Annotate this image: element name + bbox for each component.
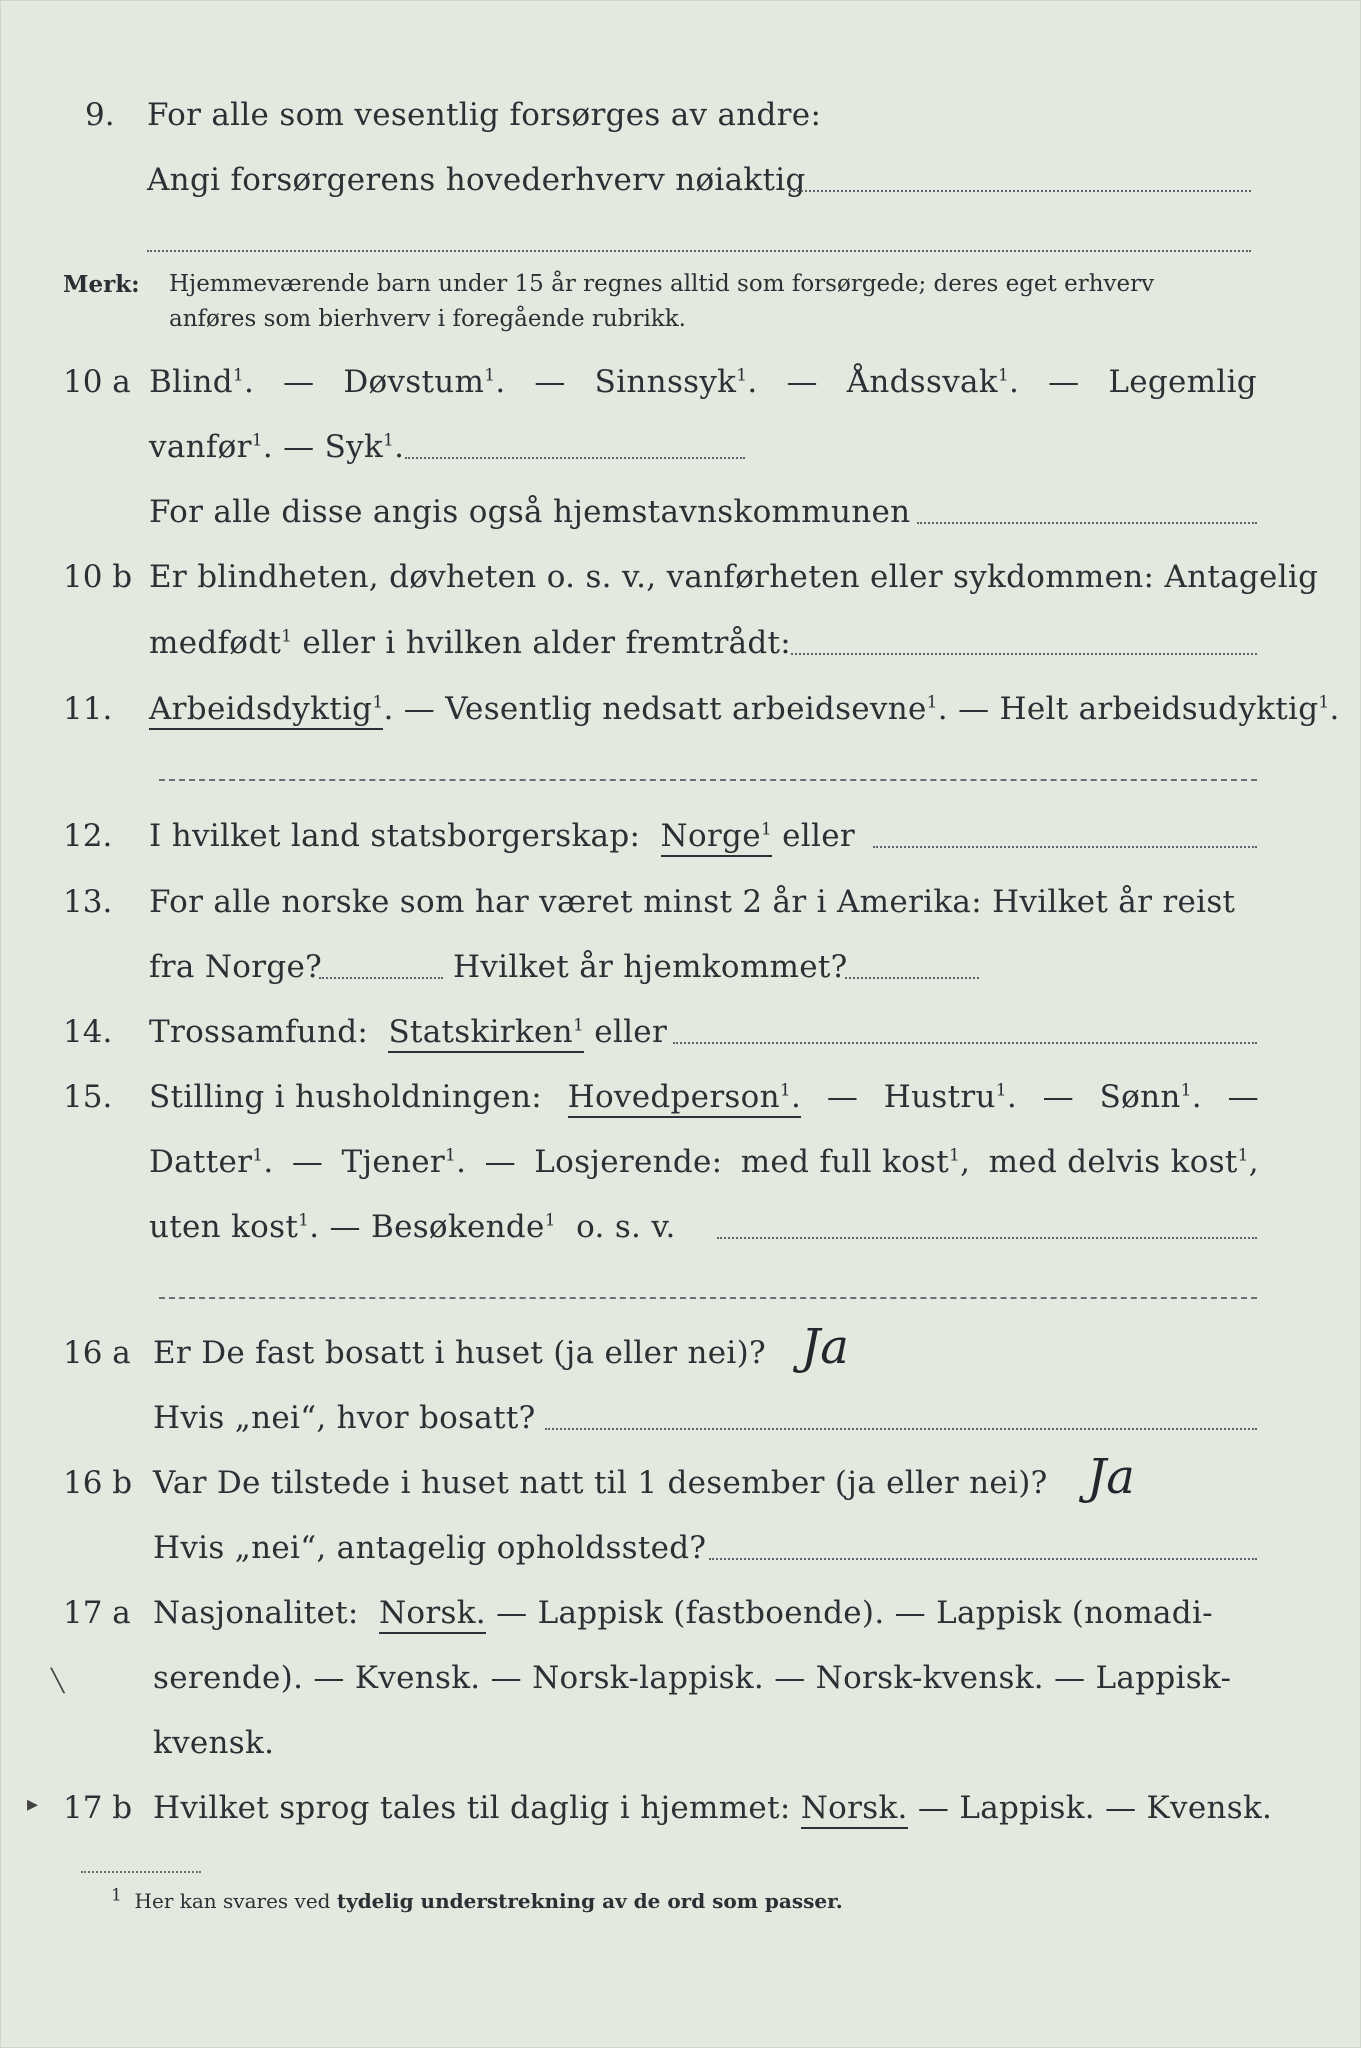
q16a-number: 16 a: [63, 1335, 131, 1371]
q15-opt-datter[interactable]: Datter$^1$.: [149, 1144, 274, 1180]
q10a-line1: Blind$^1$. — Døvstum$^1$. — Sinnssyk$^1$. — Åndssvak$^1$. — Legemlig: [149, 364, 1257, 400]
q15-opt-besokende[interactable]: Besøkende$^1$: [371, 1209, 556, 1245]
q11-opt-nedsatt[interactable]: Vesentlig nedsatt arbeidsevne$^1$: [445, 691, 938, 727]
q17b-line: Hvilket sprog tales til daglig i hjemmet: Norsk. — Lappisk. — Kvensk.: [153, 1790, 1272, 1826]
q10b-answer-line[interactable]: [791, 653, 1257, 655]
q9-number: 9.: [85, 97, 115, 133]
q9-answer-line[interactable]: [789, 190, 1251, 192]
q14-answer-line[interactable]: [673, 1042, 1257, 1044]
q15-opt-tjener[interactable]: Tjener$^1$.: [341, 1144, 467, 1180]
q16b-handwritten-answer[interactable]: Ja: [1087, 1449, 1135, 1505]
footnote-rule: [81, 1871, 201, 1873]
q12-opt-norge[interactable]: Norge$^1$: [661, 818, 772, 857]
q10b-line1: Er blindheten, døvheten o. s. v., vanførheten eller sykdommen: Antagelig: [149, 559, 1319, 595]
q13-line1: For alle norske som har været minst 2 år i Amerika: Hvilket år reist: [149, 884, 1236, 920]
q15-opt-hovedperson[interactable]: Hovedperson$^1$.: [568, 1079, 802, 1118]
q16b-line1: Var De tilstede i huset natt til 1 desember (ja eller nei)?: [153, 1465, 1048, 1501]
q13-reist-line[interactable]: [319, 977, 443, 979]
q12-line: I hvilket land statsborgerskap: Norge$^1$ eller: [149, 818, 855, 854]
q17a-line1: Nasjonalitet: Norsk. — Lappisk (fastboende). — Lappisk (nomadi-: [153, 1595, 1213, 1631]
q9-line1: For alle som vesentlig forsørges av andre:: [147, 97, 822, 133]
q17a-line2: serende). — Kvensk. — Norsk-lappisk. — Norsk-kvensk. — Lappisk-: [153, 1660, 1232, 1696]
q11-opt-udyktig[interactable]: Helt arbeidsudyktig$^1$: [999, 691, 1330, 727]
q17b-number: 17 b: [63, 1790, 133, 1826]
q10a-opt-sinnssyk[interactable]: Sinnssyk$^1$.: [594, 364, 758, 400]
q15-line2: Datter$^1$. — Tjener$^1$. — Losjerende: med full kost$^1$, med delvis kost$^1$,: [149, 1144, 1259, 1180]
q10a-opt-vanfor[interactable]: vanfør$^1$.: [149, 429, 273, 465]
q14-number: 14.: [63, 1014, 113, 1050]
q9-line2: Angi forsørgerens hovederhverv nøiaktig: [147, 162, 806, 198]
q12-number: 12.: [63, 818, 113, 854]
q10a-opt-andssvak[interactable]: Åndssvak$^1$.: [846, 364, 1020, 400]
q9-answer-line-2[interactable]: [147, 250, 1251, 252]
q16b-line2: Hvis „nei“, antagelig opholdssted?: [153, 1530, 707, 1566]
q16a-handwritten-answer[interactable]: Ja: [801, 1319, 849, 1375]
footnote: $^1$ Her kan svares ved tydelig understrekning av de ord som passer.: [111, 1885, 843, 1913]
q10b-opt-medfodt[interactable]: medfødt$^1$: [149, 625, 293, 661]
q16a-line1: Er De fast bosatt i huset (ja eller nei)?: [153, 1335, 766, 1371]
q16a-line2: Hvis „nei“, hvor bosatt?: [153, 1400, 536, 1436]
q15-opt-delvis-kost[interactable]: med delvis kost$^1$,: [988, 1144, 1259, 1180]
q15-opt-uten-kost[interactable]: uten kost$^1$.: [149, 1209, 320, 1245]
merk-label: Merk:: [63, 271, 140, 298]
q10a-line2: vanfør$^1$. — Syk$^1$.: [149, 429, 405, 465]
q11-number: 11.: [63, 691, 113, 727]
q10a-line3: For alle disse angis også hjemstavnskommunen: [149, 494, 911, 530]
q16a-bosatt-line[interactable]: [545, 1428, 1257, 1430]
q12-answer-line[interactable]: [873, 846, 1257, 848]
q17a-number: 17 a: [63, 1595, 131, 1631]
q11-separator-line: [159, 779, 1257, 781]
merk-line2: anføres som bierhverv i foregående rubrikk.: [169, 306, 686, 332]
q15-opt-sonn[interactable]: Sønn$^1$.: [1099, 1079, 1202, 1115]
q13-fra-norge: fra Norge?: [149, 949, 323, 985]
q17a-line3: kvensk.: [153, 1725, 275, 1761]
q10b-line2: medfødt$^1$ eller i hvilken alder fremtrådt:: [149, 625, 792, 661]
q14-line: Trossamfund: Statskirken$^1$ eller: [149, 1014, 667, 1050]
q16b-opholdssted-line[interactable]: [709, 1558, 1257, 1560]
margin-tick-mark: ╲: [51, 1669, 65, 1694]
q17a-opt-norsk[interactable]: Norsk.: [379, 1595, 486, 1634]
q15-separator-line: [159, 1297, 1257, 1299]
q15-line3: uten kost$^1$. — Besøkende$^1$ o. s. v.: [149, 1209, 676, 1245]
q10a-number: 10 a: [63, 364, 131, 400]
merk-line1: Hjemmeværende barn under 15 år regnes alltid som forsørgede; deres eget erhverv: [169, 271, 1155, 297]
q13-hjemkommet-line[interactable]: [845, 977, 979, 979]
q11-opt-arbeidsdyktig[interactable]: Arbeidsdyktig$^1$: [149, 691, 383, 730]
q10b-number: 10 b: [63, 559, 133, 595]
q15-answer-line[interactable]: [717, 1237, 1257, 1239]
q10a-opt-syk[interactable]: Syk$^1$.: [324, 429, 405, 465]
q10a-hjemstavn-line[interactable]: [917, 522, 1257, 524]
q11-line: Arbeidsdyktig$^1$. — Vesentlig nedsatt arbeidsevne$^1$. — Helt arbeidsudyktig$^1$.: [149, 691, 1340, 727]
q13-number: 13.: [63, 884, 113, 920]
margin-arrow-mark: ▸: [27, 1792, 39, 1817]
q14-opt-statskirken[interactable]: Statskirken$^1$: [388, 1014, 584, 1053]
q15-line1: Stilling i husholdningen: Hovedperson$^1$. — Hustru$^1$. — Sønn$^1$. —: [149, 1079, 1259, 1118]
q10a-answer-line[interactable]: [405, 457, 745, 459]
q16b-number: 16 b: [63, 1465, 133, 1501]
q10a-opt-dovstum[interactable]: Døvstum$^1$.: [343, 364, 506, 400]
q10a-opt-blind[interactable]: Blind$^1$.: [149, 364, 255, 400]
q13-hjemkommet: Hvilket år hjemkommet?: [453, 949, 848, 985]
q15-opt-full-kost[interactable]: med full kost$^1$,: [740, 1144, 971, 1180]
q15-opt-hustru[interactable]: Hustru$^1$.: [883, 1079, 1018, 1115]
q17b-opt-norsk[interactable]: Norsk.: [801, 1790, 908, 1829]
q15-number: 15.: [63, 1079, 113, 1115]
q10a-opt-legemlig[interactable]: Legemlig: [1108, 364, 1257, 400]
